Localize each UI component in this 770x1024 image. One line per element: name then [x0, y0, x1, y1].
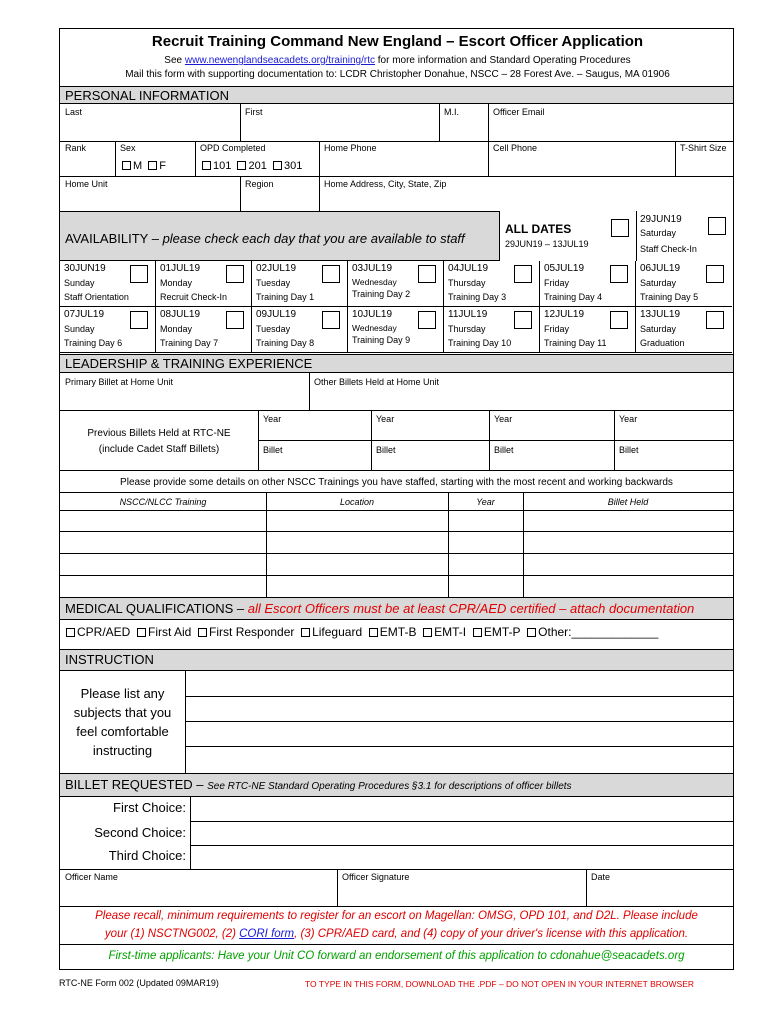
day-label: Graduation — [640, 338, 685, 348]
day-checkbox[interactable] — [610, 311, 628, 329]
day-checkbox[interactable] — [130, 265, 148, 283]
see-prefix: See — [164, 55, 185, 66]
billet-note: See RTC-NE Standard Operating Procedures §3.1 for descriptions of officer billets — [207, 781, 572, 792]
day-date: 04JUL19 — [448, 263, 489, 274]
day-date: 05JUL19 — [544, 263, 585, 274]
day-name: Wednesday — [352, 277, 397, 287]
day-date: 02JUL19 — [256, 263, 297, 274]
prev-billet-3[interactable]: Billet — [494, 445, 514, 455]
officer-email-field[interactable]: Officer Email — [493, 107, 545, 117]
sex-label: Sex — [120, 143, 136, 153]
day-checkbox[interactable] — [226, 311, 244, 329]
prev-billet-1[interactable]: Billet — [263, 445, 283, 455]
day-name: Sunday — [64, 324, 95, 334]
rank-field[interactable]: Rank — [65, 143, 87, 153]
availability-label: AVAILABILITY – — [65, 231, 163, 246]
day-label: Training Day 5 — [640, 292, 699, 302]
emt-b-checkbox[interactable] — [369, 628, 378, 637]
instruction-line[interactable] — [185, 696, 733, 697]
second-choice-field[interactable] — [190, 845, 733, 846]
day-checkbox[interactable] — [610, 265, 628, 283]
day-date: 07JUL19 — [64, 309, 105, 320]
sex-m-label: M — [133, 160, 143, 172]
instruction-prompt-line: Please list any — [80, 686, 165, 701]
day-label: Training Day 6 — [64, 338, 123, 348]
cell-phone-field[interactable]: Cell Phone — [493, 143, 538, 153]
emt-p-label: EMT-P — [483, 625, 521, 639]
first-responder-label: First Responder — [209, 625, 295, 639]
prev-billet-2[interactable]: Billet — [376, 445, 396, 455]
medical-options — [66, 625, 658, 639]
emt-i-label: EMT-I — [434, 625, 467, 639]
training-row[interactable] — [60, 575, 733, 576]
leadership-title: LEADERSHIP & TRAINING EXPERIENCE — [65, 356, 313, 371]
home-phone-field[interactable]: Home Phone — [324, 143, 377, 153]
day-checkbox[interactable] — [418, 265, 436, 283]
day-label: Training Day 7 — [160, 338, 219, 348]
day-date: 06JUL19 — [640, 263, 681, 274]
emt-i-checkbox[interactable] — [423, 628, 432, 637]
day-label: Training Day 9 — [352, 335, 411, 345]
day-label: Training Day 10 — [448, 338, 512, 348]
col-year-header: Year — [476, 497, 495, 507]
form-title: Recruit Training Command New England – Escort Officer Application — [151, 33, 644, 50]
day-checkbox[interactable] — [706, 265, 724, 283]
day-checkbox[interactable] — [706, 311, 724, 329]
medical-label: MEDICAL QUALIFICATIONS – — [65, 601, 248, 616]
day-label: Training Day 2 — [352, 289, 411, 299]
website-link[interactable]: www.newenglandseacadets.org/training/rtc — [184, 55, 375, 66]
training-row[interactable] — [60, 531, 733, 532]
training-row[interactable] — [60, 553, 733, 554]
other-billets-field[interactable]: Other Billets Held at Home Unit — [314, 377, 440, 387]
instruction-prompt-line: feel comfortable — [76, 724, 169, 739]
first-aid-label: First Aid — [148, 625, 192, 639]
opd-options — [202, 160, 302, 172]
day-date: 12JUL19 — [544, 309, 585, 320]
see-suffix: for more information and Standard Operating Procedures — [374, 55, 631, 66]
first-choice-label: First Choice: — [113, 800, 186, 815]
checkin-checkbox[interactable] — [708, 217, 726, 235]
opd-201-checkbox[interactable] — [237, 161, 246, 170]
home-address-field[interactable]: Home Address, City, State, Zip — [324, 179, 447, 189]
day-name: Tuesday — [256, 324, 291, 334]
all-dates-checkbox[interactable] — [611, 219, 629, 237]
opd-101-checkbox[interactable] — [202, 161, 211, 170]
recall-line-2a: your (1) NSCTNG002, (2) — [104, 928, 240, 940]
prev-year-4[interactable]: Year — [619, 414, 638, 424]
cpr-aed-checkbox[interactable] — [66, 628, 75, 637]
day-date: 11JUL19 — [448, 309, 488, 320]
form-frame — [59, 28, 734, 970]
availability-title — [65, 231, 465, 246]
sex-options — [122, 160, 166, 172]
day-label: Training Day 4 — [544, 292, 603, 302]
day-checkbox[interactable] — [418, 311, 436, 329]
checkin-label: Staff Check-In — [640, 244, 697, 254]
officer-name-field[interactable]: Officer Name — [65, 872, 118, 882]
checkin-day: Saturday — [640, 228, 677, 238]
day-checkbox[interactable] — [226, 265, 244, 283]
day-date: 13JUL19 — [640, 309, 681, 320]
day-checkbox[interactable] — [514, 311, 532, 329]
day-date: 01JUL19 — [160, 263, 201, 274]
day-checkbox[interactable] — [514, 265, 532, 283]
recall-line-2 — [60, 928, 733, 940]
day-name: Friday — [544, 278, 570, 288]
day-name: Monday — [160, 278, 193, 288]
day-name: Sunday — [64, 278, 95, 288]
primary-billet-field[interactable]: Primary Billet at Home Unit — [65, 377, 174, 387]
billet-label: BILLET REQUESTED – — [65, 777, 208, 792]
previous-billets-label — [60, 426, 258, 458]
date-field[interactable]: Date — [591, 872, 611, 882]
opd-label: OPD Completed — [200, 143, 266, 153]
day-name: Saturday — [640, 324, 677, 334]
recall-line-2b: , (3) CPR/AED card, and (4) copy of your driver's license with this application. — [294, 928, 689, 940]
day-name: Thursday — [448, 278, 486, 288]
opd-101-label: 101 — [213, 160, 232, 172]
previous-billets-line2: (include Cadet Staff Billets) — [98, 444, 220, 455]
medical-note: all Escort Officers must be at least CPR/AED certified – attach documentation — [247, 601, 695, 616]
sex-m-checkbox[interactable] — [122, 161, 131, 170]
opd-201-label: 201 — [248, 160, 267, 172]
second-choice-label: Second Choice: — [94, 825, 186, 840]
day-name: Wednesday — [352, 323, 397, 333]
day-name: Friday — [544, 324, 570, 334]
instruction-line[interactable] — [185, 721, 733, 722]
third-choice-label: Third Choice: — [108, 848, 186, 863]
prev-year-3[interactable]: Year — [494, 414, 513, 424]
day-checkbox[interactable] — [322, 265, 340, 283]
col-billet-header: Billet Held — [607, 497, 649, 507]
day-date: 30JUN19 — [64, 263, 106, 274]
instruction-prompt-line: instructing — [92, 743, 153, 758]
day-checkbox[interactable] — [130, 311, 148, 329]
previous-billets-line1: Previous Billets Held at RTC-NE — [87, 428, 231, 439]
prev-year-1[interactable]: Year — [263, 414, 282, 424]
first-aid-checkbox[interactable] — [137, 628, 146, 637]
col-training-header: NSCC/NLCC Training — [119, 497, 207, 507]
checkin-date: 29JUN19 — [640, 214, 682, 225]
billet-title — [65, 777, 572, 792]
other-checkbox[interactable] — [527, 628, 536, 637]
day-name: Monday — [160, 324, 193, 334]
day-name: Saturday — [640, 278, 677, 288]
day-name: Tuesday — [256, 278, 291, 288]
day-date: 03JUL19 — [352, 263, 393, 274]
lifeguard-checkbox[interactable] — [301, 628, 310, 637]
availability-instruction: please check each day that you are available to staff — [162, 231, 465, 246]
region-field[interactable]: Region — [245, 179, 274, 189]
opd-301-label: 301 — [283, 160, 303, 172]
website-line — [60, 55, 735, 66]
day-date: 10JUL19 — [352, 309, 393, 320]
day-label: Staff Orientation — [64, 292, 129, 302]
day-date: 08JUL19 — [160, 309, 201, 320]
day-label: Training Day 1 — [256, 292, 315, 302]
day-label: Training Day 8 — [256, 338, 315, 348]
emt-b-label: EMT-B — [379, 625, 417, 639]
medical-title — [65, 601, 694, 616]
personal-info-title: PERSONAL INFORMATION — [65, 88, 229, 103]
other-trainings-prompt: Please provide some details on other NSCC Trainings you have staffed, starting with the most recent and working backwards — [120, 477, 673, 488]
prev-billet-4[interactable]: Billet — [619, 445, 639, 455]
opd-301-checkbox[interactable] — [273, 161, 282, 170]
sex-f-checkbox[interactable] — [148, 161, 157, 170]
other-label[interactable]: Other:_____________ — [538, 625, 659, 639]
col-location-header: Location — [339, 497, 375, 507]
lifeguard-label: Lifeguard — [312, 625, 363, 639]
cori-form-link[interactable]: CORI form — [239, 928, 295, 940]
cpr-aed-label: CPR/AED — [77, 625, 131, 639]
instruction-prompt — [60, 684, 185, 760]
prev-year-2[interactable]: Year — [376, 414, 395, 424]
instruction-prompt-line: subjects that you — [73, 705, 172, 720]
form-id: RTC-NE Form 002 (Updated 09MAR19) — [59, 978, 219, 988]
day-checkbox[interactable] — [322, 311, 340, 329]
first-responder-checkbox[interactable] — [198, 628, 207, 637]
sex-f-label: F — [159, 160, 167, 172]
first-name-field[interactable]: First — [245, 107, 263, 117]
day-label: Recruit Check-In — [160, 292, 228, 302]
mi-field[interactable]: M.I. — [444, 107, 459, 117]
all-dates-label: ALL DATES — [505, 222, 572, 236]
recall-line-1: Please recall, minimum requirements to register for an escort on Magellan: OMSG, OPD 101, and D2L. Please include — [95, 910, 698, 922]
emt-p-checkbox[interactable] — [473, 628, 482, 637]
all-dates-range: 29JUN19 – 13JUL19 — [505, 239, 589, 249]
first-choice-field[interactable] — [190, 821, 733, 822]
tshirt-size-field[interactable]: T-Shirt Size — [680, 143, 727, 153]
day-label: Training Day 3 — [448, 292, 507, 302]
browser-warning: TO TYPE IN THIS FORM, DOWNLOAD THE .PDF – DO NOT OPEN IN YOUR INTERNET BROWSER — [305, 979, 695, 989]
day-date: 09JUL19 — [256, 309, 297, 320]
home-unit-field[interactable]: Home Unit — [65, 179, 108, 189]
first-time-note: First-time applicants: Have your Unit CO forward an endorsement of this application to cdonahue@seacadets.org — [108, 950, 685, 962]
officer-signature-field[interactable]: Officer Signature — [342, 872, 410, 882]
instruction-line[interactable] — [185, 746, 733, 747]
mail-line: Mail this form with supporting documentation to: LCDR Christopher Donahue, NSCC – 28 Forest Ave. – Saugus, MA 01906 — [125, 69, 670, 80]
instruction-title: INSTRUCTION — [65, 652, 154, 667]
last-name-field[interactable]: Last — [65, 107, 83, 117]
day-name: Thursday — [448, 324, 486, 334]
instruction-header — [60, 649, 733, 671]
day-label: Training Day 11 — [544, 338, 607, 348]
